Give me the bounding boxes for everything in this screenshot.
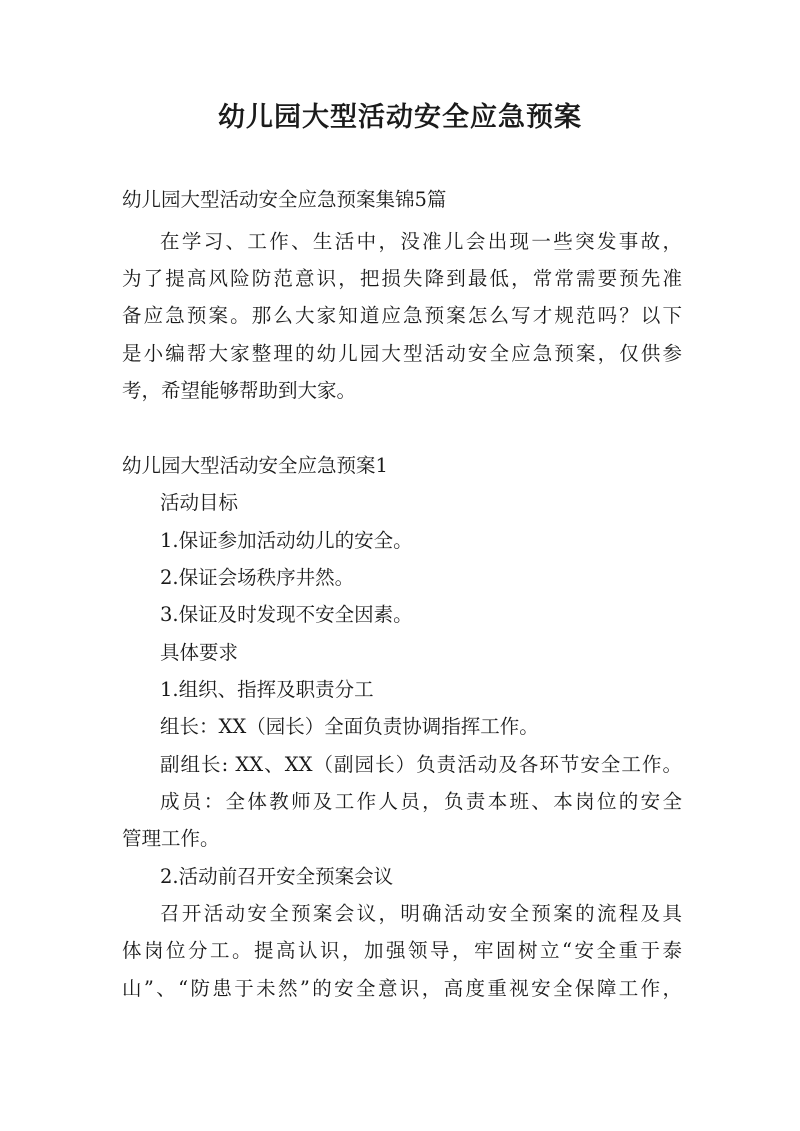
collection-subtitle: 幼儿园大型活动安全应急预案集锦5篇 (122, 188, 447, 211)
members-line-1: 成员：全体教师及工作人员，负责本班、本岗位的安全 (160, 790, 682, 813)
intro-line-2: 为了提高风险防范意识，把损失降到最低，常常需要预先准 (122, 267, 682, 290)
intro-line-5: 考，希望能够帮助到大家。 (122, 379, 357, 402)
intro-line-3: 备应急预案。那么大家知道应急预案怎么写才规范吗？以下 (122, 304, 682, 327)
requirement-2-heading: 2.活动前召开安全预案会议 (160, 865, 394, 888)
goal-item-3: 3.保证及时发现不安全因素。 (160, 603, 413, 626)
requirement-1-heading: 1.组织、指挥及职责分工 (160, 678, 374, 701)
requirements-heading: 具体要求 (160, 641, 239, 664)
meeting-line-2: 体岗位分工。提高认识，加强领导，牢固树立“安全重于泰 (122, 939, 682, 962)
meeting-line-1: 召开活动安全预案会议，明确活动安全预案的流程及具 (160, 902, 682, 925)
goal-item-2: 2.保证会场秩序井然。 (160, 566, 355, 589)
section-heading: 幼儿园大型活动安全应急预案1 (122, 454, 388, 477)
goals-heading: 活动目标 (160, 491, 239, 514)
intro-line-1: 在学习、工作、生活中，没准儿会出现一些突发事故， (160, 230, 682, 253)
deputy-leader-line: 副组长: XX、XX（副园长）负责活动及各环节安全工作。 (160, 753, 682, 776)
leader-line: 组长：XX（园长）全面负责协调指挥工作。 (160, 715, 539, 738)
goal-item-1: 1.保证参加活动幼儿的安全。 (160, 529, 413, 552)
meeting-line-3: 山”、“防患于未然”的安全意识，高度重视安全保障工作， (122, 977, 682, 1000)
document-title: 幼儿园大型活动安全应急预案 (218, 102, 582, 133)
members-line-2: 管理工作。 (122, 827, 220, 850)
intro-line-4: 是小编帮大家整理的幼儿园大型活动安全应急预案，仅供参 (122, 342, 682, 365)
